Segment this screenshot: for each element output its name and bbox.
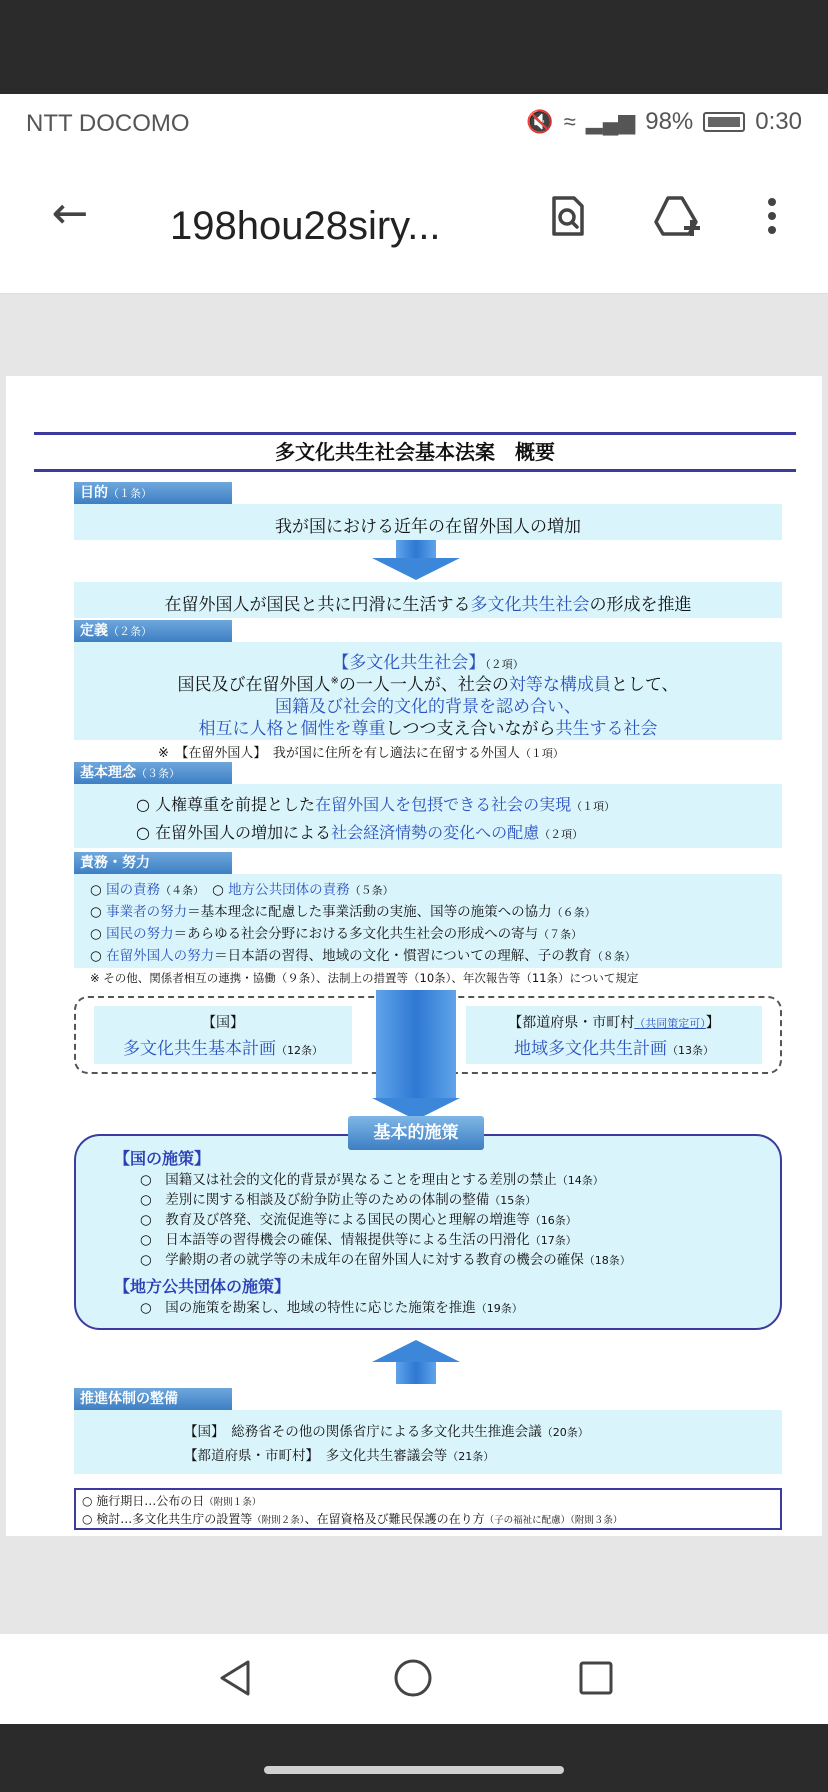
national-measure-2: ○ 差別に関する相談及び紛争防止等のための体制の整備（15条）: [140, 1192, 537, 1208]
local-measures-head: 【地方公共団体の施策】: [114, 1277, 291, 1296]
national-measure-4: ○ 日本語等の習得機会の確保、情報提供等による生活の円滑化（17条）: [140, 1232, 577, 1248]
definition-line-1: 国民及び在留外国人※の一人一人が、社会の対等な構成員として、: [177, 675, 679, 695]
nav-home-icon[interactable]: [393, 1658, 433, 1698]
document-title: 198hou28siry...: [170, 204, 441, 248]
purpose-arrow-shaft: [396, 540, 436, 558]
status-bar: [0, 94, 828, 154]
promotion-line-1: 【国】 総務省その他の関係省庁による多文化共生推進会議（20条）: [184, 1424, 589, 1440]
promotion-label: 推進体制の整備: [74, 1388, 232, 1410]
nav-back-icon[interactable]: [216, 1658, 254, 1698]
carrier-name: NTT DOCOMO: [26, 110, 190, 137]
supplementary-line-2: ○ 検討…多文化共生庁の設置等（附則２条）、在留資格及び難民保護の在り方（子の福祉に配慮）（附則３条）: [82, 1512, 623, 1526]
local-plan-body: 地域多文化共生計画（13条）: [514, 1039, 714, 1059]
app-toolbar: [0, 154, 828, 294]
duty-line-4: ○ 在留外国人の努力＝日本語の習得、地域の文化・慣習についての理解、子の教育（８条）: [90, 948, 636, 964]
local-measure-1: ○ 国の施策を勘案し、地域の特性に応じた施策を推進（19条）: [140, 1300, 523, 1316]
definition-line-2: 国籍及び社会的文化的背景を認め合い、: [275, 697, 581, 717]
purpose-line-2: 在留外国人が国民と共に円滑に生活する多文化共生社会の形成を推進: [164, 595, 692, 615]
purpose-arrow-icon: [372, 558, 460, 580]
add-to-drive-icon[interactable]: [652, 194, 704, 238]
back-arrow-icon[interactable]: ←: [51, 188, 89, 239]
definition-label: 定義（２条）: [74, 620, 232, 642]
document-page: [6, 376, 822, 1536]
national-measure-5: ○ 学齢期の者の就学等の未成年の在留外国人に対する教育の機会の確保（18条）: [140, 1252, 631, 1268]
definition-box: [74, 642, 782, 740]
duty-label: 責務・努力: [74, 852, 232, 874]
doc-title: 多文化共生社会基本法案 概要: [34, 432, 796, 472]
national-measure-3: ○ 教育及び啓発、交流促進等による国民の関心と理解の増進等（16条）: [140, 1212, 577, 1228]
more-options-icon[interactable]: [762, 194, 782, 238]
principle-item-2: ○ 在留外国人の増加による社会経済情勢の変化への配慮（２項）: [136, 823, 584, 842]
plan-arrow-shaft: [376, 990, 456, 1078]
purpose-box: [74, 504, 782, 540]
promotion-arrow-shaft: [396, 1362, 436, 1384]
gesture-handle[interactable]: [264, 1766, 564, 1774]
find-in-document-icon[interactable]: [546, 194, 590, 238]
battery-percent: 98%: [645, 108, 694, 135]
national-measures-head: 【国の施策】: [114, 1149, 211, 1168]
purpose-label: 目的（１条）: [74, 482, 232, 504]
duty-note: ※ その他、関係者相互の連携・協働（９条）、法制上の措置等（10条）、年次報告等（11条）について規定: [90, 971, 639, 985]
nav-recent-apps-icon[interactable]: [578, 1660, 614, 1696]
promotion-arrow-icon: [372, 1340, 460, 1362]
principle-box: [74, 784, 782, 848]
national-plan-box: [94, 1006, 352, 1064]
purpose-line-1: 我が国における近年の在留外国人の増加: [275, 517, 581, 537]
duty-line-3: ○ 国民の努力＝あらゆる社会分野における多文化共生社会の形成への寄与（７条）: [90, 926, 583, 942]
national-plan-head: 【国】: [202, 1015, 244, 1031]
local-plan-head: 【都道府県・市町村（共同策定可）】: [508, 1015, 720, 1031]
definition-head: 【多文化共生社会】（２項）: [332, 653, 524, 673]
principle-item-1: ○ 人権尊重を前提とした在留外国人を包摂できる社会の実現（１項）: [136, 795, 616, 814]
clock: 0:30: [755, 108, 802, 135]
supplementary-line-1: ○ 施行期日…公布の日（附則１条）: [82, 1494, 262, 1508]
signal-icon: ▂▄▆: [585, 109, 636, 134]
definition-note: ※ 【在留外国人】 我が国に住所を有し適法に在留する外国人（１項）: [158, 746, 564, 761]
local-plan-box: [466, 1006, 762, 1064]
duty-box: [74, 874, 782, 968]
wifi-icon: ≈: [563, 109, 576, 134]
measures-arrow-shaft: [376, 1074, 456, 1100]
battery-icon: [703, 112, 745, 132]
promotion-box: [74, 1410, 782, 1474]
national-measure-1: ○ 国籍又は社会的文化的背景が異なることを理由とする差別の禁止（14条）: [140, 1172, 604, 1188]
principle-label: 基本理念（３条）: [74, 762, 232, 784]
duty-line-2: ○ 事業者の努力＝基本理念に配慮した事業活動の実施、国等の施策への協力（６条）: [90, 904, 596, 920]
supplementary-box: [74, 1488, 782, 1530]
national-plan-body: 多文化共生基本計画（12条）: [123, 1039, 323, 1059]
status-icons: [526, 108, 802, 136]
definition-line-3: 相互に人格と個性を尊重しつつ支え合いながら共生する社会: [198, 719, 658, 739]
navigation-bar: [0, 1634, 828, 1724]
purpose-result-box: [74, 582, 782, 618]
mute-icon: 🔇: [526, 109, 554, 134]
promotion-line-2: 【都道府県・市町村】 多文化共生審議会等（21条）: [184, 1448, 495, 1464]
measures-box: [74, 1134, 782, 1330]
measures-label: 基本的施策: [348, 1116, 484, 1150]
duty-line-1: ○ 国の責務（４条） ○ 地方公共団体の責務（５条）: [90, 882, 394, 898]
